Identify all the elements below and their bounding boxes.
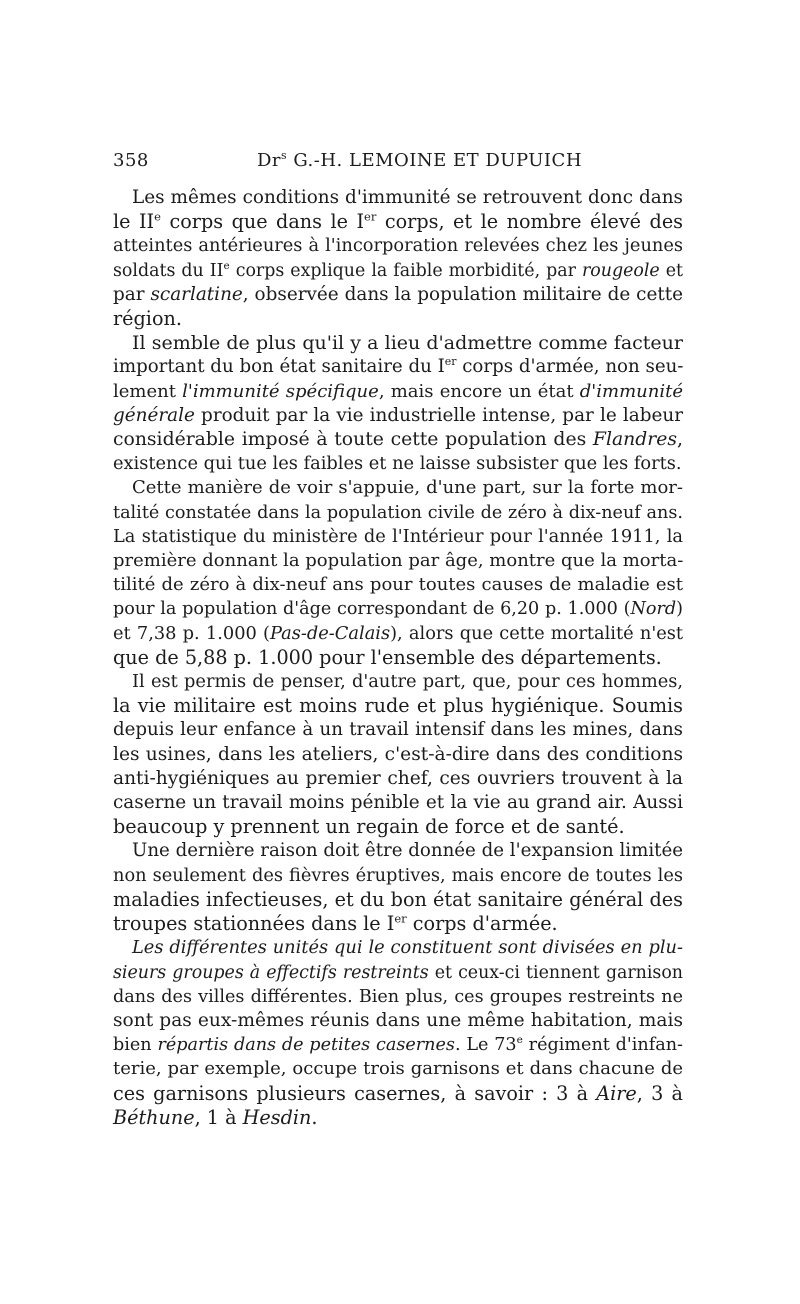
text-run: corps, et le nombre élevé des: [376, 210, 684, 234]
text-run: bien: [113, 1035, 158, 1056]
text-line: [113, 864, 683, 888]
superscript: e: [223, 259, 230, 272]
text-run: tilité de zéro à dix-neuf ans pour toutes causes de maladie est: [113, 574, 683, 596]
text-line: [113, 283, 683, 307]
paragraph: [113, 839, 683, 936]
text-line: [113, 961, 683, 985]
text-run: les usines, dans les ateliers, c'est-à-dire dans des conditions: [113, 743, 683, 765]
text-run: sont pas eux-mêmes réunis dans une même habitation, mais: [113, 1009, 683, 1031]
text-run: et 7,38 p. 1.000 (: [113, 622, 270, 644]
text-run: première donnant la population par âge, montre que la morta-: [113, 550, 684, 572]
text-run: Les mêmes conditions d'immunité se retrouvent donc dans: [132, 187, 683, 208]
text-run: anti-hygiéniques au premier chef, ces ouvriers trouvent à la: [113, 767, 683, 789]
italic-text: rougeole: [581, 260, 660, 281]
text-line: [113, 476, 683, 500]
text-run: Cette manière de voir s'appuie, d'une part, sur la forte mor-: [132, 477, 683, 499]
superscript: e: [154, 209, 161, 224]
text-run: par: [113, 283, 151, 305]
text-line: [113, 428, 683, 452]
text-run: ), alors que cette mortalité n'est: [390, 622, 684, 644]
text-line: [113, 888, 683, 912]
text-run: caserne un travail moins pénible et la vie au grand air. Aussi: [113, 792, 683, 814]
text-run: . Le 73: [454, 1035, 517, 1056]
paragraph: [113, 936, 683, 1130]
text-run: Il semble de plus qu'il y a lieu d'admettre comme facteur: [132, 332, 683, 355]
text-run: , 1 à: [194, 1105, 243, 1129]
text-run: depuis leur enfance à un travail intensif dans les mines, dans: [113, 719, 683, 741]
text-run: troupes stationnées dans le I: [113, 912, 395, 936]
text-run: corps d'armée.: [406, 912, 558, 936]
text-run: que de 5,88 p. 1.000 pour l'ensemble des départements.: [113, 645, 662, 669]
text-line: [113, 718, 683, 742]
text-run: La statistique du ministère de l'Intérieur pour l'année 1911, la: [113, 525, 683, 547]
text-run: pour la population d'âge correspondant de 6,20 p. 1.000 (: [113, 599, 631, 620]
italic-text: générale: [113, 404, 195, 426]
text-line: [113, 622, 683, 646]
text-run: atteintes antérieures à l'incorporation relevées chez les jeunes: [113, 235, 683, 257]
text-run: ces garnisons plusieurs casernes, à savoir : 3 à: [113, 1081, 597, 1105]
text-run: soldats du II: [113, 260, 224, 281]
text-line: [113, 670, 683, 694]
text-line: [113, 1033, 683, 1057]
italic-text: Hesdin: [242, 1105, 312, 1129]
text-run: corps explique la faible morbidité, par: [229, 260, 582, 281]
text-line: [113, 985, 683, 1009]
text-line: [113, 549, 683, 573]
superscript: er: [394, 911, 407, 926]
superscript: er: [444, 355, 457, 369]
text-line: [113, 791, 683, 815]
text-run: région.: [113, 307, 182, 331]
text-line: [113, 355, 683, 379]
text-line: [113, 259, 683, 283]
text-run: non seulement des fièvres éruptives, mais encore de toutes les: [113, 864, 683, 886]
superscript: e: [516, 1034, 523, 1047]
text-run: ): [676, 599, 683, 620]
text-run: existence qui tue les faibles et ne laisse subsister que les forts.: [113, 453, 682, 475]
text-run: Il est permis de penser, d'autre part, que, pour ces hommes,: [132, 671, 683, 693]
paragraph: [113, 670, 683, 839]
italic-text: Béthune: [113, 1105, 195, 1129]
text-line: [113, 694, 683, 718]
text-line: [113, 234, 683, 258]
text-line: [113, 452, 683, 476]
text-line: [113, 307, 683, 331]
text-line: [113, 1057, 683, 1081]
italic-text: Pas-de-Calais: [269, 622, 391, 644]
text-run: .: [311, 1105, 318, 1129]
running-title: [257, 150, 582, 171]
paragraph: [113, 331, 683, 476]
text-line: [113, 1082, 683, 1106]
text-line: [113, 331, 683, 355]
text-run: Une dernière raison doit être donnée de l'expansion limitée: [132, 840, 683, 862]
text-line: [113, 597, 683, 621]
text-run: le II: [113, 210, 155, 234]
text-run: considérable imposé à toute cette population des: [113, 429, 593, 451]
text-line: [113, 936, 683, 960]
italic-text: sieurs groupes à effectifs restreints: [113, 962, 429, 983]
text-line: [113, 380, 683, 404]
text-run: corps que dans le I: [160, 210, 365, 234]
title-authors: G.-H. LEMOINE ET DUPUICH: [287, 150, 583, 171]
text-run: , mais encore un état: [378, 380, 580, 402]
italic-text: Nord: [630, 599, 677, 620]
text-run: lement: [113, 380, 183, 402]
text-run: , 3 à: [636, 1081, 683, 1105]
italic-text: l'immunité spécifique: [182, 380, 379, 402]
text-run: régiment d'infan-: [522, 1035, 684, 1056]
text-line: [113, 815, 683, 839]
paragraph: [113, 186, 683, 331]
text-line: [113, 404, 683, 428]
running-head: [113, 146, 683, 176]
text-run: terie, par exemple, occupe trois garnisons et dans chacune de: [113, 1058, 683, 1080]
text-line: [113, 743, 683, 767]
text-run: et: [659, 260, 684, 281]
text-run: produit par la vie industrielle intense, par le labeur: [194, 404, 683, 426]
text-line: [113, 1106, 683, 1130]
text-line: [113, 1009, 683, 1033]
superscript: er: [364, 209, 377, 224]
page-number: 358: [113, 150, 149, 171]
italic-text: scarlatine: [150, 283, 243, 305]
text-line: [113, 646, 683, 670]
italic-text: Aire: [596, 1081, 637, 1105]
text-line: [113, 186, 683, 210]
text-line: [113, 210, 683, 234]
paragraph: [113, 476, 683, 670]
text-run: beaucoup y prennent un regain de force et de santé.: [113, 815, 625, 839]
text-line: [113, 839, 683, 863]
body-text: [113, 186, 683, 1130]
text-run: corps d'armée, non seu-: [456, 356, 684, 378]
title-prefix: Dr: [257, 150, 282, 171]
text-run: ,: [677, 429, 683, 451]
italic-text: répartis dans de petites casernes: [157, 1035, 455, 1056]
text-run: , observée dans la population militaire de cette: [242, 283, 684, 305]
text-run: talité constatée dans la population civile de zéro à dix-neuf ans.: [113, 502, 683, 523]
text-line: [113, 573, 683, 597]
title-prefix-sup: s: [281, 149, 288, 162]
text-run: dans des villes différentes. Bien plus, ces groupes restreints ne: [113, 986, 683, 1007]
text-line: [113, 912, 683, 936]
italic-text: Flandres: [592, 429, 678, 451]
italic-text: d'immunité: [579, 380, 683, 402]
text-line: [113, 501, 683, 525]
text-run: la vie militaire est moins rude et plus hygiénique. Soumis: [113, 694, 683, 718]
text-run: important du bon état sanitaire du I: [113, 356, 445, 378]
text-run: et ceux-ci tiennent garnison: [428, 962, 683, 983]
text-run: maladies infectieuses, et du bon état sanitaire général des: [113, 887, 683, 911]
italic-text: Les différentes unités qui le constituent sont divisées en plu-: [132, 937, 683, 959]
text-line: [113, 767, 683, 791]
text-line: [113, 525, 683, 549]
